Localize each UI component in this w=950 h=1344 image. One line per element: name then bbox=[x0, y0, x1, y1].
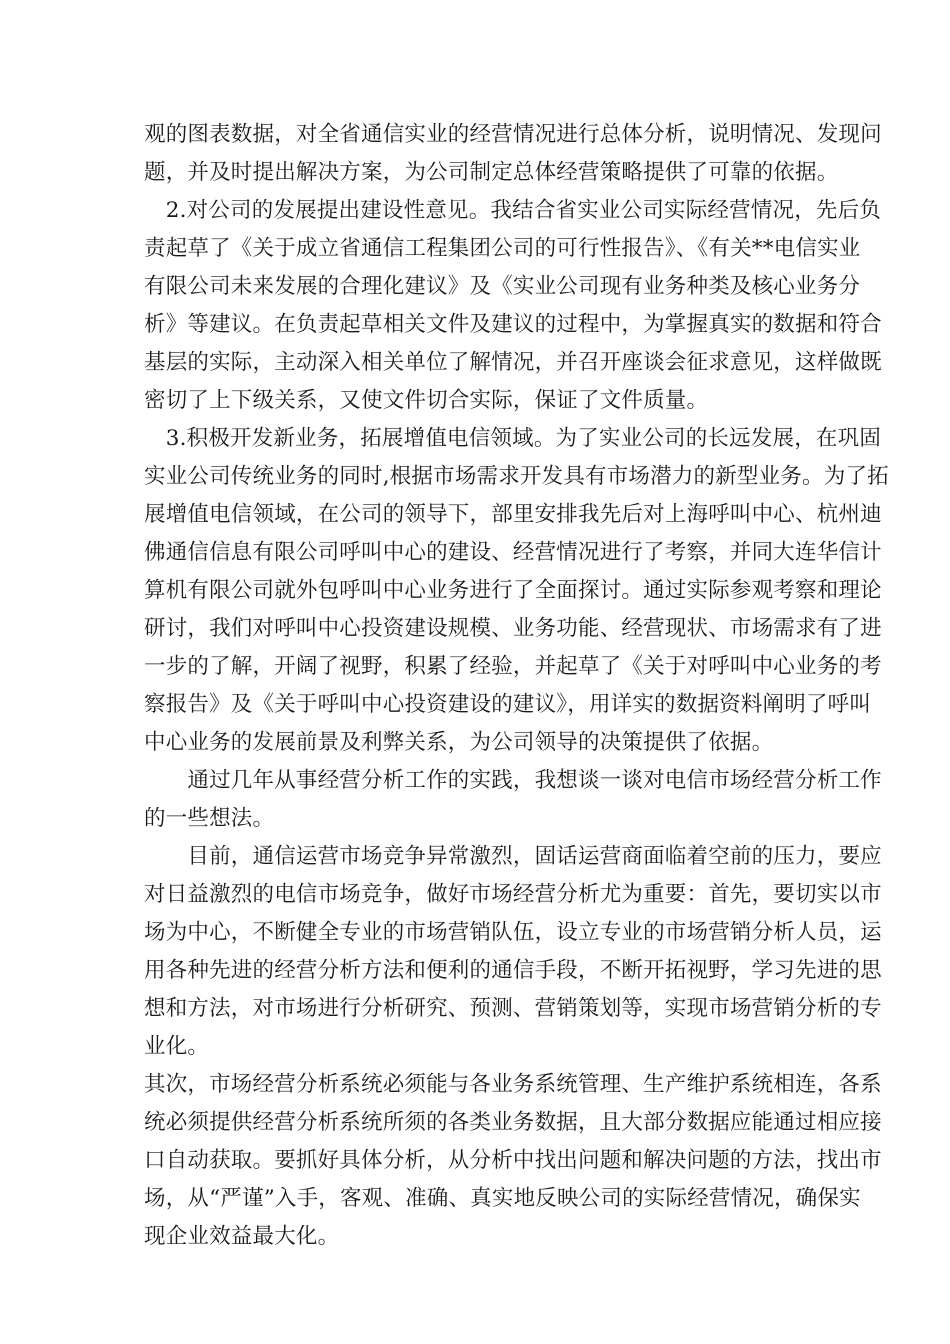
text-line: 密切了上下级关系，又使文件切合实际，保证了文件质量。 bbox=[144, 388, 709, 413]
text-line: 展增值电信领域，在公司的领导下，部里安排我先后对上海呼叫中心、杭州迪 bbox=[144, 502, 882, 527]
text-line: 责起草了《关于成立省通信工程集团公司的可行性报告》、《有关**电信实业 bbox=[144, 236, 861, 261]
text-line: 题，并及时提出解决方案，为公司制定总体经营策略提供了可靠的依据。 bbox=[144, 160, 839, 185]
text-line: 一步的了解，开阔了视野，积累了经验，并起草了《关于对呼叫中心业务的考 bbox=[144, 654, 882, 679]
text-line: 用各种先进的经营分析方法和便利的通信手段，不断开拓视野，学习先进的思 bbox=[144, 958, 882, 983]
text-line: 口自动获取。要抓好具体分析，从分析中找出问题和解决问题的方法，找出市 bbox=[144, 1148, 882, 1173]
text-line: 其次，市场经营分析系统必须能与各业务系统管理、生产维护系统相连，各系 bbox=[144, 1072, 882, 1097]
text-line: 算机有限公司就外包呼叫中心业务进行了全面探讨。通过实际参观考察和理论 bbox=[144, 578, 882, 603]
text-line: 对日益激烈的电信市场竞争，做好市场经营分析尤为重要：首先，要切实以市 bbox=[144, 882, 882, 907]
text-line: 业化。 bbox=[144, 1034, 210, 1059]
text-line: 佛通信信息有限公司呼叫中心的建设、经营情况进行了考察，并同大连华信计 bbox=[144, 540, 882, 565]
text-line: 场为中心，不断健全专业的市场营销队伍，设立专业的市场营销分析人员，运 bbox=[144, 920, 882, 945]
text-line: 统必须提供经营分析系统所须的各类业务数据，且大部分数据应能通过相应接 bbox=[144, 1110, 882, 1135]
text-line: 通过几年从事经营分析工作的实践，我想谈一谈对电信市场经营分析工作 bbox=[144, 768, 882, 793]
text-line: 3.积极开发新业务，拓展增值电信领域。为了实业公司的长远发展，在巩固 bbox=[144, 426, 882, 451]
text-line: 的一些想法。 bbox=[144, 806, 275, 831]
text-line: 析》等建议。在负责起草相关文件及建议的过程中，为掌握真实的数据和符合 bbox=[144, 312, 882, 337]
text-line: 基层的实际，主动深入相关单位了解情况，并召开座谈会征求意见，这样做既 bbox=[144, 350, 882, 375]
text-line: 想和方法，对市场进行分析研究、预测、营销策划等，实现市场营销分析的专 bbox=[144, 996, 882, 1021]
text-line: 场，从“严谨”入手，客观、准确、真实地反映公司的实际经营情况，确保实 bbox=[144, 1186, 861, 1211]
body-text bbox=[144, 116, 889, 1256]
text-line: 现企业效益最大化。 bbox=[144, 1224, 340, 1249]
text-line: 研讨，我们对呼叫中心投资建设规模、业务功能、经营现状、市场需求有了进 bbox=[144, 616, 882, 641]
text-line: 察报告》及《关于呼叫中心投资建设的建议》，用详实的数据资料阐明了呼叫 bbox=[144, 692, 872, 717]
text-line: 实业公司传统业务的同时,根据市场需求开发具有市场潜力的新型业务。为了拓 bbox=[144, 464, 889, 489]
text-line: 观的图表数据，对全省通信实业的经营情况进行总体分析，说明情况、发现问 bbox=[144, 122, 882, 147]
text-line: 2.对公司的发展提出建设性意见。我结合省实业公司实际经营情况，先后负 bbox=[144, 198, 882, 223]
text-line: 目前，通信运营市场竞争异常激烈，固话运营商面临着空前的压力，要应 bbox=[144, 844, 882, 869]
text-line: 中心业务的发展前景及利弊关系，为公司领导的决策提供了依据。 bbox=[144, 730, 774, 755]
text-line: 有限公司未来发展的合理化建议》及《实业公司现有业务种类及核心业务分 bbox=[144, 274, 861, 299]
